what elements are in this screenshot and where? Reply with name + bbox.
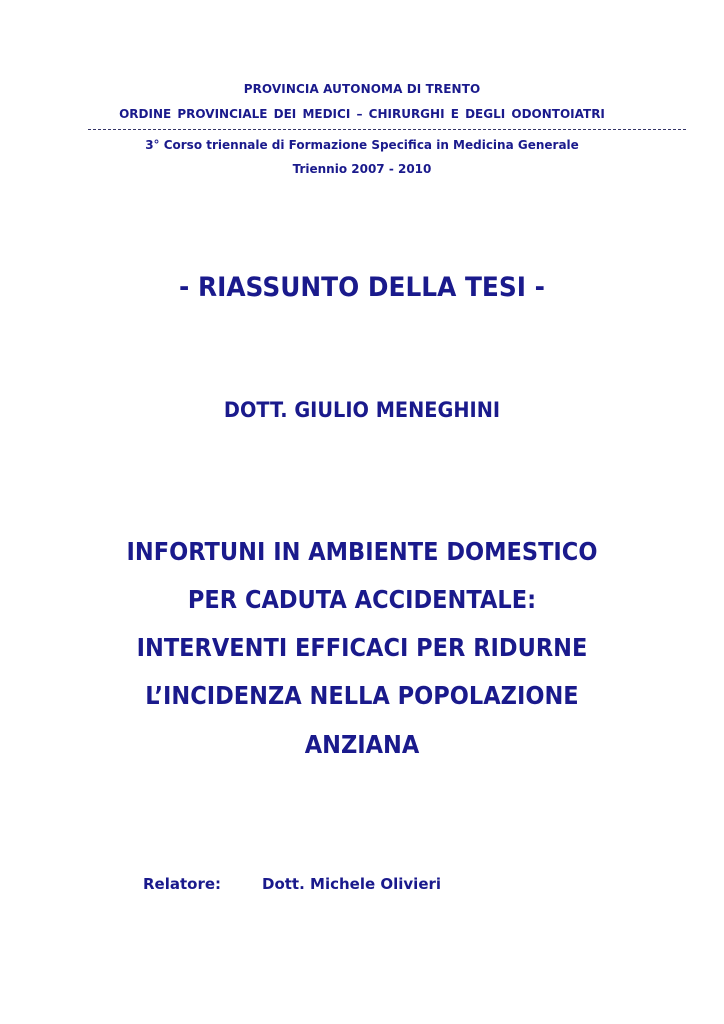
thesis-title-line: ANZIANA — [304, 730, 420, 759]
order-name: ORDINE PROVINCIALE DEI MEDICI – CHIRURGHI E DEGLI ODONTOIATRI — [119, 107, 605, 121]
thesis-title-line: INFORTUNI IN AMBIENTE DOMESTICO — [126, 537, 598, 566]
institution-name: PROVINCIA AUTONOMA DI TRENTO — [243, 82, 481, 96]
document-title: - RIASSUNTO DELLA TESI - — [178, 272, 545, 303]
header-divider — [88, 129, 686, 130]
thesis-title-line: L’INCIDENZA NELLA POPOLAZIONE — [145, 681, 579, 710]
author-name: DOTT. GIULIO MENEGHINI — [223, 398, 501, 422]
course-years: Triennio 2007 - 2010 — [292, 162, 432, 176]
relatore-label: Relatore: — [143, 875, 222, 893]
thesis-title-line: INTERVENTI EFFICACI PER RIDURNE — [136, 633, 588, 662]
course-name: 3° Corso triennale di Formazione Specifica in Medicina Generale — [145, 138, 579, 152]
relatore-name: Dott. Michele Olivieri — [262, 875, 442, 893]
thesis-title-line: PER CADUTA ACCIDENTALE: — [187, 585, 537, 614]
